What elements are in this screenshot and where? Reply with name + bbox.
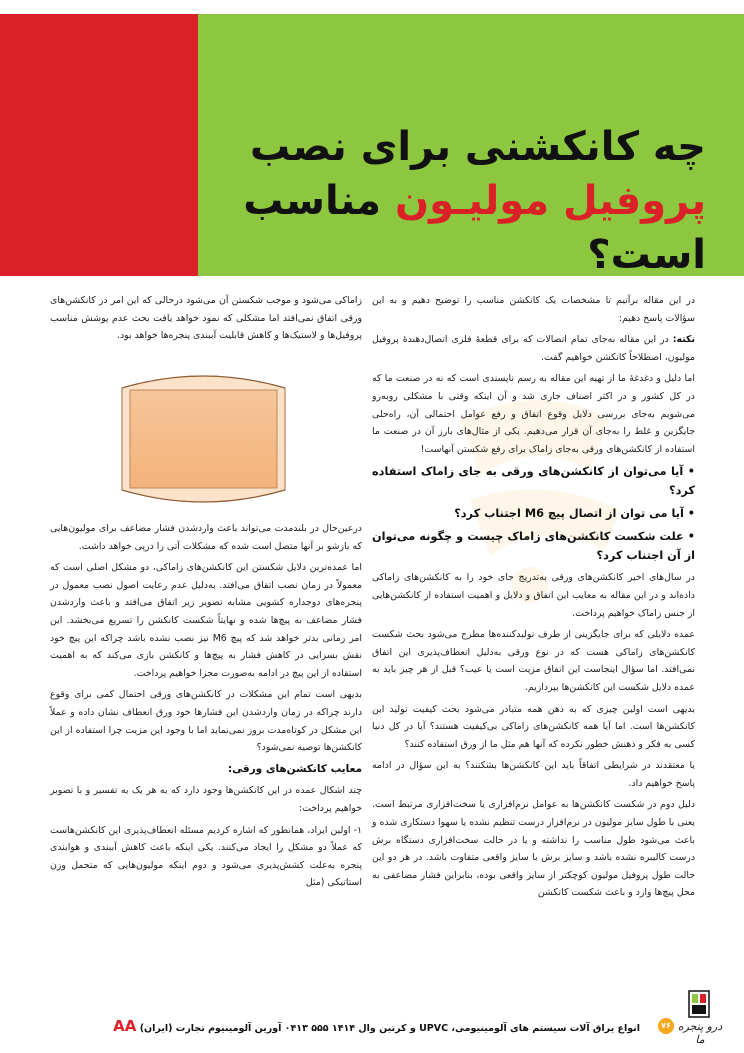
left-paragraph-5: ۱- اولین ایراد، همانطور که اشاره کردیم مسئله انعطاف‌پذیری این کانکشن‌هاست که عملاً دو مشکل را ایجاد می‌کنند. یکی اینکه باعث کاهش آببندی و هوابندی پنجره به‌علت کشش‌پذیری می‌شود و دوم اینکه مولیون‌هایی که متحمل وزن استاتیکی (مثل xyxy=(50,824,362,889)
continued-paragraph: زاماکی می‌شود و موجب شکستن آن می‌شود درحالی که این امر در کانکشن‌های ورقی اتفاق نمی‌افتد اما مشکلی که نمود خواهد یافت بحث عدم پوشش مناسب پروفیل‌ها و لاستیک‌ها و کاهش قابلیت آببندی پنجره‌ها خواهد بود. xyxy=(50,295,362,342)
window-logo-icon xyxy=(688,990,710,1018)
left-column-top xyxy=(50,292,362,349)
magazine-brand xyxy=(676,990,724,1046)
left-paragraph-1: درعین‌حال در بلندمدت می‌تواند باعث واردشدن فشار مضاعف برای مولیون‌هایی که بازشو بر آنها متصل است شده که مشکلات آتی را درپی خواهد داشت. xyxy=(50,523,362,552)
title-line-1: چه کانکشنی برای نصب xyxy=(250,124,706,170)
note-text: در این مقاله به‌جای تمام اتصالات که برای قطعهٔ فلزی اتصال‌دهندهٔ پروفیل مولیون، اصطلاحاً کانکشن خواهیم گفت. xyxy=(372,334,695,363)
footer-text: انواع یراق آلات سیستم های آلومینیومی، UPVC و کرتین وال ۱۴۱۴ ۵۵۵ ۰۴۱۳ آورین آلومینیوم تجارت (ایران) xyxy=(139,1023,640,1034)
title-line-2 xyxy=(186,174,706,282)
page-number: ۷۶ xyxy=(658,1018,674,1034)
left-paragraph-3: بدیهی است تمام این مشکلات در کانکشن‌های ورقی احتمال کمی برای وقوع دارند چراکه در زمان واردشدن این فشارها خود ورق انعطاف نشان داده و عملاً این مشکل در کوتاه‌مدت بروز نمی‌نماید اما با وجود این مزیت چرا استفاده از این کانکشن‌ها توصیه نمی‌شود؟ xyxy=(50,689,362,754)
motivation-paragraph: اما دلیل و دغدغهٔ ما از تهیه این مقاله به رسم ناپسندی است که نه در صنعت ما که در کل کشور و در اکثر اصناف جاری شد و آن اینکه وقتی با مشکلی روبه‌رو می‌شویم به‌جای بررسی دلایل وقوع اتفاق و رفع عوامل احتمالی آن، راه‌حلی جایگزین و غلط را به‌جای آن قرار می‌دهیم. یکی از مثال‌های بارز آن در صنعت ما استفاده از کانکشن‌های ورقی به‌جای زاماک برای رفع شکستن آنهاست! xyxy=(372,373,695,455)
body-paragraph-6: یا معتقدند در شرایطی اتفاقاً باید این کانکشن‌ها بشکنند؟ به این سؤال در ادامه پاسخ خواهیم داد. xyxy=(372,760,695,789)
bowed-frame-illustration xyxy=(116,370,291,508)
title-rest: مناسب است؟ xyxy=(243,178,706,278)
body-paragraph-3: در سال‌های اخیر کانکشن‌های ورقی به‌تدریج جای خود را به کانکشن‌های زاماکی داده‌اند و در این مقاله به معایب این اتفاق و دلایل و اهمیت استفاده از کانکشن‌هایی از جنس زاماک خواهیم پرداخت. xyxy=(372,572,695,619)
question-2: • آیا می توان از اتصال پیچ M6 اجتناب کرد؟ xyxy=(454,507,695,521)
header-red-block xyxy=(0,14,198,276)
question-3: • علت شکست کانکشن‌های زاماک چیست و چگونه می‌توان از آن اجتناب کرد؟ xyxy=(372,530,695,563)
body-paragraph-5: بدیهی است اولین چیزی که به ذهن همه متبادر می‌شود بحث کیفیت تولید این کانکشن‌ها است. اما آیا همه کانکشن‌های زاماکی بی‌کیفیت هستند؟ آیا در کل دنیا کسی به فکر و ذهنش خطور نکرده که آنها هم مثل ما از ورق استفاده کنند؟ xyxy=(372,703,695,750)
body-paragraph-7: دلیل دوم در شکست کانکشن‌ها به عوامل نرم‌افزاری یا سخت‌افزاری مرتبط است. یعنی با طول سایز مولیون در نرم‌افزار درست تنظیم نشده یا سهوا دستکاری شده و باعث می‌شود طول مناسب را نداشته و یا در حالت سخت‌افزاری دستگاه برش درست کالیبره نشده باشد و سایز برش با سایز واقعی متفاوت باشد. در هر دو این حالت طول پروفیل مولیون کوچکتر از سایز واقعی بوده، بنابراین فشار مضاعفی به محل پیچ‌ها وارد و باعث شکست کانکشن xyxy=(372,799,695,899)
note-label: نکته: xyxy=(672,334,695,346)
section-heading: معایب کانکشن‌های ورقی: xyxy=(227,762,362,775)
left-paragraph-4: چند اشکال عمده در این کانکشن‌ها وجود دارد که به هر یک به تفسیر و با تصویر خواهیم پرداخت: xyxy=(50,785,362,814)
note-paragraph xyxy=(372,331,695,366)
body-paragraph-4: عمده دلایلی که برای جایگزینی از طرف تولیدکننده‌ها مطرح می‌شود بحث شکست کانکشن‌های زاماکی هست که در نوع ورقی به‌دلیل انعطاف‌پذیری این اتفاق نمی‌افتد. اما سؤال اینجاست این اتفاق مزیت است یا عیب؟ قبل از هر چیز باید به عمده دلایل شکست این کانکشن‌ها بپردازیم. xyxy=(372,629,695,693)
footer-ad xyxy=(40,1017,640,1035)
intro-paragraph: در این مقاله برآنیم تا مشخصات یک کانکشن مناسب را توضیح دهیم و به این سؤالات پاسخ دهیم: xyxy=(372,295,695,324)
brand-name: درو پنجره ما xyxy=(677,1020,723,1046)
left-column-bottom xyxy=(50,520,362,896)
question-1: • آیا می‌توان از کانکشن‌های ورقی به جای زاماک استفاده کرد؟ xyxy=(372,465,695,498)
footer-logo: AA xyxy=(113,1017,137,1035)
article-title xyxy=(186,120,706,282)
left-paragraph-2: اما عمده‌ترین دلایل شکستن این کانکشن‌های زاماکی، دو مشکل اصلی است که معمولاً در زمان نصب اتفاق می‌افتد. به‌دلیل عدم رعایت اصول نصب معمول در پنجره‌های دوجداره کشویی مشابه تصویر زیر اتفاق می‌افتد و باعث واردشدن فشار مضاعف به پیچ‌ها شده و نهایتاً شکست کانکشن را تسریع می‌بخشد. این امر زمانی بدتر خواهد شد که پیچ M6 نیز نصب نشده باشد چراکه این پیچ خود نقش بسزایی در کاهش فشار به پیچ‌ها و کانکشن بازی می‌کند که به اهمیت استفاده از این پیچ در ادامه به‌صورت مجزا خواهیم پرداخت. xyxy=(50,562,362,679)
right-column xyxy=(372,292,695,906)
title-highlight: پروفیل مولیـون xyxy=(395,178,706,224)
